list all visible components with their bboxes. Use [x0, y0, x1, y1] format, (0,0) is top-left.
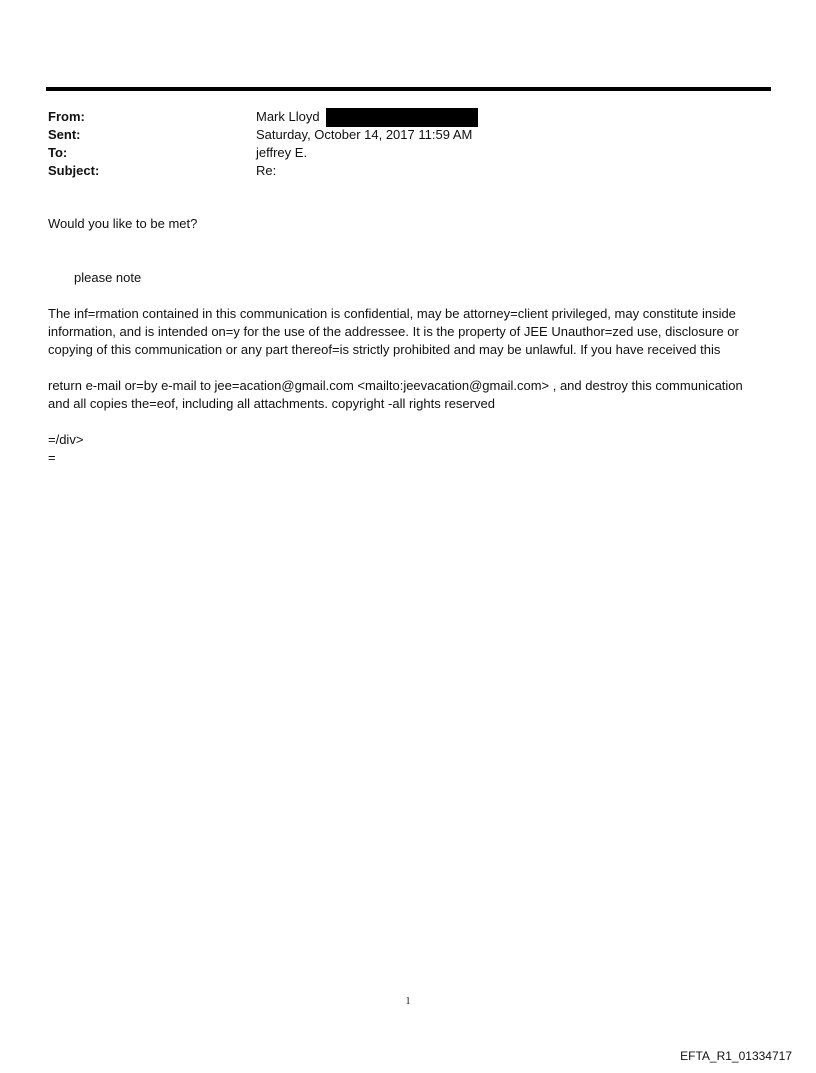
from-value: Mark Lloyd — [256, 109, 320, 124]
sent-label: Sent: — [48, 127, 81, 142]
confidentiality-paragraph: The inf=rmation contained in this communication is confidential, may be attorney=client privileged, may constitute inside information, and is intended on=y for the use of the addressee. It is the property of JEE Unauthor=zed use, disclosure or copying of this communication or any part thereof=is strictly prohibited and may be unlawful. If you have received this — [48, 306, 739, 357]
document-id: EFTA_R1_01334717 — [680, 1049, 792, 1063]
to-row — [48, 144, 478, 162]
email-header — [48, 108, 478, 180]
trail-line-1: =/div> — [48, 432, 84, 447]
subject-row — [48, 162, 478, 180]
from-value-wrap — [256, 108, 478, 126]
trail-line-2: = — [48, 450, 56, 465]
greeting-text: Would you like to be met? — [48, 216, 198, 231]
sent-row — [48, 126, 478, 144]
return-paragraph: return e-mail or=by e-mail to jee=acation@gmail.com <mailto:jeevacation@gmail.com> , and destroy this communication and all copies the=eof, including all attachments. copyright -all rights reserved — [48, 378, 743, 411]
sent-value: Saturday, October 14, 2017 11:59 AM — [256, 127, 473, 142]
from-label: From: — [48, 109, 85, 124]
to-label: To: — [48, 145, 68, 160]
header-rule — [46, 87, 771, 91]
page-number: 1 — [405, 996, 411, 1007]
redaction-box — [326, 108, 478, 127]
subject-value: Re: — [256, 163, 277, 178]
note-text: please note — [74, 270, 142, 285]
email-body — [48, 215, 763, 467]
from-row — [48, 108, 478, 126]
to-value: jeffrey E. — [256, 145, 308, 160]
subject-label: Subject: — [48, 163, 100, 178]
